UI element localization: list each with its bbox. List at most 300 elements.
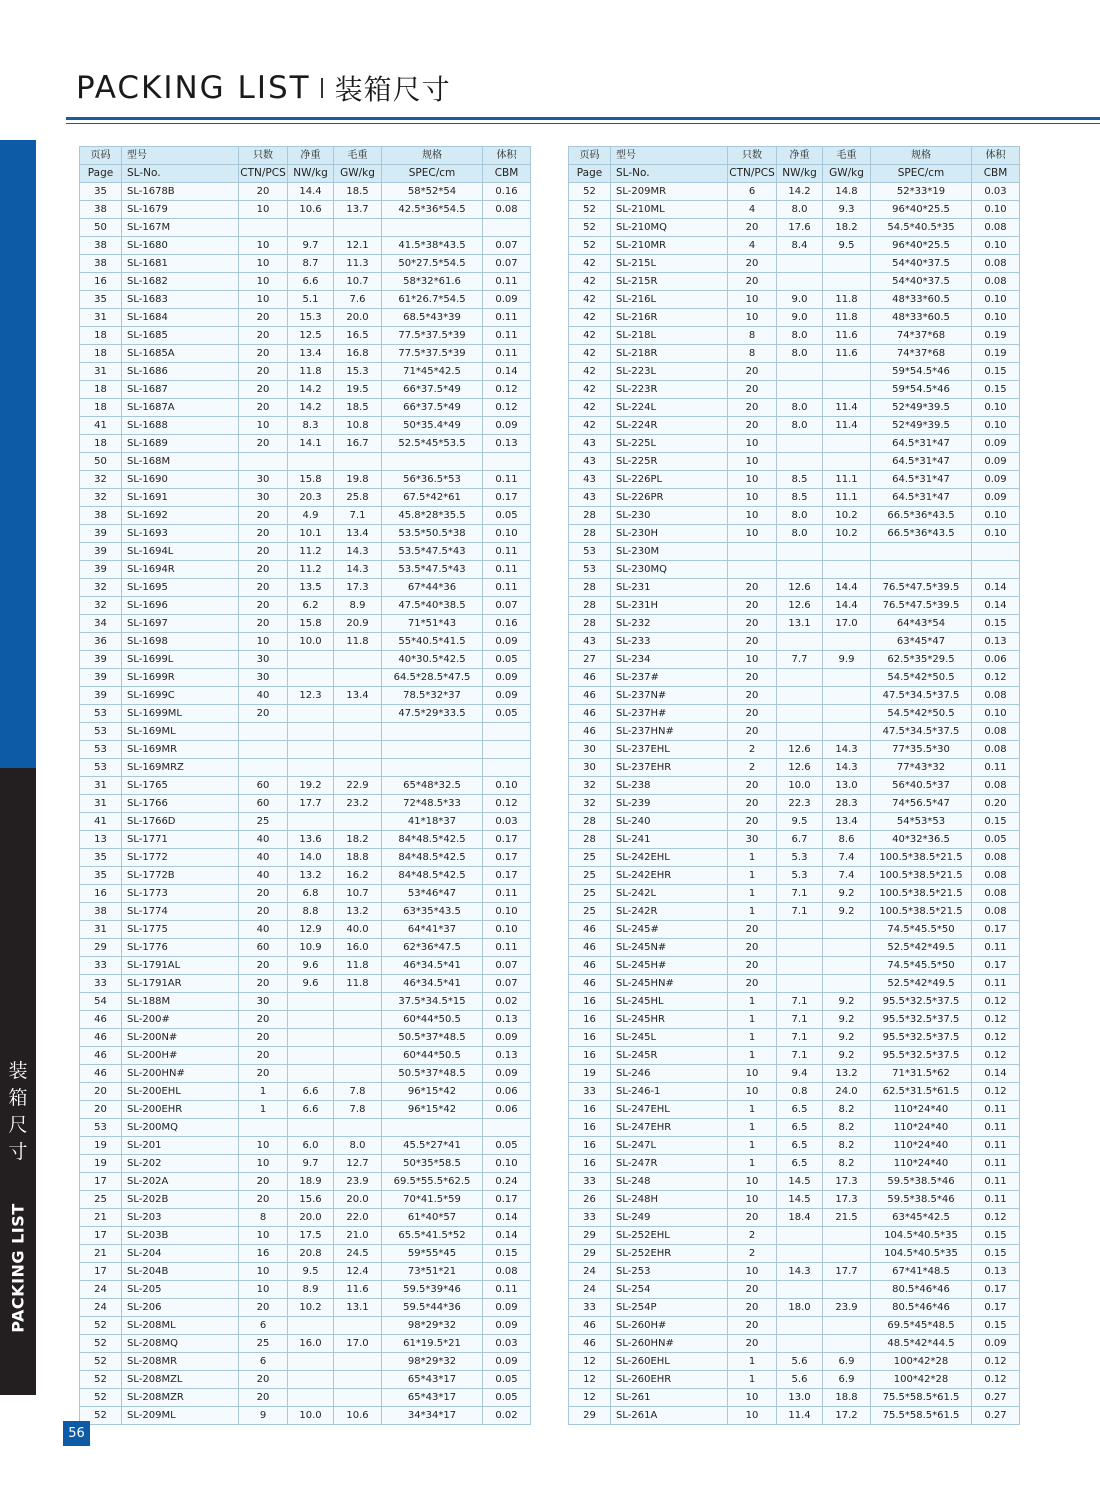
cell-spec: 104.5*40.5*35 — [871, 1227, 972, 1245]
cell-gw: 24.0 — [823, 1083, 871, 1101]
table-row — [80, 255, 531, 273]
cell-cbm: 0.11 — [483, 309, 531, 327]
cell-cbm: 0.08 — [972, 867, 1020, 885]
cell-spec: 66.5*36*43.5 — [871, 507, 972, 525]
cell-cbm — [483, 1119, 531, 1137]
cell-nw: 14.5 — [777, 1191, 823, 1209]
cell-ctn-pcs: 10 — [728, 651, 777, 669]
cell-cbm: 0.08 — [483, 201, 531, 219]
table-row — [569, 633, 1020, 651]
cell-ctn-pcs: 10 — [239, 273, 288, 291]
cell-gw — [334, 219, 382, 237]
cell-nw: 9.6 — [288, 975, 334, 993]
cell-ctn-pcs: 4 — [728, 201, 777, 219]
cell-spec: 66.5*36*43.5 — [871, 525, 972, 543]
cell-ctn-pcs: 20 — [728, 633, 777, 651]
table-row — [569, 237, 1020, 255]
cell-nw: 8.8 — [288, 903, 334, 921]
cell-spec: 110*24*40 — [871, 1155, 972, 1173]
cell-spec: 110*24*40 — [871, 1137, 972, 1155]
cell-nw: 10.6 — [288, 201, 334, 219]
cell-sl-no: SL-204B — [122, 1263, 239, 1281]
cell-gw: 13.4 — [334, 687, 382, 705]
cell-page: 28 — [569, 507, 611, 525]
table-row — [569, 507, 1020, 525]
cell-spec: 100*42*28 — [871, 1371, 972, 1389]
cell-spec: 63*45*47 — [871, 633, 972, 651]
table-row — [80, 201, 531, 219]
cell-nw: 14.2 — [288, 381, 334, 399]
cell-sl-no: SL-246 — [611, 1065, 728, 1083]
cell-spec: 74*37*68 — [871, 327, 972, 345]
cell-page: 18 — [80, 345, 122, 363]
cell-spec: 59.5*38.5*46 — [871, 1191, 972, 1209]
col-header-cbm: CBM — [483, 165, 531, 183]
cell-gw: 17.3 — [823, 1173, 871, 1191]
cell-gw: 9.2 — [823, 1029, 871, 1047]
cell-gw — [823, 1281, 871, 1299]
col-header-cbm-cn: 体积 — [972, 147, 1020, 165]
cell-cbm: 0.17 — [972, 1299, 1020, 1317]
col-header-spec: SPEC/cm — [382, 165, 483, 183]
table-row — [569, 849, 1020, 867]
cell-gw: 8.2 — [823, 1155, 871, 1173]
table-row — [80, 399, 531, 417]
cell-cbm: 0.05 — [483, 1137, 531, 1155]
cell-spec: 53.5*50.5*38 — [382, 525, 483, 543]
cell-gw — [334, 669, 382, 687]
table-row — [569, 1389, 1020, 1407]
cell-ctn-pcs: 40 — [239, 687, 288, 705]
header-row-cn — [80, 147, 531, 165]
cell-cbm: 0.15 — [972, 813, 1020, 831]
cell-page: 19 — [80, 1155, 122, 1173]
cell-spec: 96*40*25.5 — [871, 201, 972, 219]
cell-sl-no: SL-230M — [611, 543, 728, 561]
cell-sl-no: SL-1694R — [122, 561, 239, 579]
cell-cbm: 0.17 — [972, 957, 1020, 975]
cell-page: 52 — [80, 1317, 122, 1335]
cell-ctn-pcs: 1 — [728, 1353, 777, 1371]
cell-ctn-pcs: 1 — [239, 1101, 288, 1119]
cell-page: 43 — [569, 471, 611, 489]
cell-page: 30 — [569, 759, 611, 777]
cell-gw: 11.8 — [334, 633, 382, 651]
table-row — [569, 759, 1020, 777]
cell-cbm: 0.10 — [972, 417, 1020, 435]
cell-cbm: 0.09 — [483, 669, 531, 687]
cell-page: 42 — [569, 363, 611, 381]
cell-gw — [334, 705, 382, 723]
cell-gw: 11.1 — [823, 489, 871, 507]
cell-cbm: 0.07 — [483, 957, 531, 975]
table-row — [569, 1173, 1020, 1191]
cell-nw: 14.1 — [288, 435, 334, 453]
cell-sl-no: SL-1695 — [122, 579, 239, 597]
cell-cbm: 0.11 — [972, 1191, 1020, 1209]
cell-gw: 40.0 — [334, 921, 382, 939]
cell-sl-no: SL-1687A — [122, 399, 239, 417]
cell-ctn-pcs: 20 — [728, 273, 777, 291]
cell-gw: 8.9 — [334, 597, 382, 615]
cell-gw: 20.9 — [334, 615, 382, 633]
cell-cbm: 0.08 — [972, 687, 1020, 705]
cell-sl-no: SL-245HR — [611, 1011, 728, 1029]
col-header-page: Page — [80, 165, 122, 183]
cell-sl-no: SL-245N# — [611, 939, 728, 957]
table-row — [80, 1317, 531, 1335]
table-row — [569, 543, 1020, 561]
cell-nw: 15.8 — [288, 471, 334, 489]
cell-gw: 7.8 — [334, 1083, 382, 1101]
table-row — [80, 345, 531, 363]
cell-gw: 7.4 — [823, 867, 871, 885]
cell-nw: 10.0 — [288, 633, 334, 651]
cell-cbm: 0.17 — [972, 1281, 1020, 1299]
table-row — [80, 1065, 531, 1083]
cell-nw: 5.1 — [288, 291, 334, 309]
cell-sl-no: SL-253 — [611, 1263, 728, 1281]
cell-nw: 20.8 — [288, 1245, 334, 1263]
cell-page: 31 — [80, 777, 122, 795]
cell-gw: 20.0 — [334, 309, 382, 327]
table-row — [569, 1335, 1020, 1353]
table-row — [80, 1173, 531, 1191]
cell-page: 12 — [569, 1389, 611, 1407]
cell-gw: 22.0 — [334, 1209, 382, 1227]
cell-page: 16 — [569, 1101, 611, 1119]
cell-ctn-pcs: 20 — [239, 1011, 288, 1029]
cell-page: 46 — [569, 921, 611, 939]
cell-sl-no: SL-237# — [611, 669, 728, 687]
cell-sl-no: SL-1689 — [122, 435, 239, 453]
cell-gw: 10.2 — [823, 525, 871, 543]
cell-page: 35 — [80, 291, 122, 309]
cell-page: 52 — [80, 1407, 122, 1425]
cell-spec — [382, 723, 483, 741]
cell-spec: 47.5*40*38.5 — [382, 597, 483, 615]
cell-gw: 18.8 — [334, 849, 382, 867]
cell-cbm: 0.11 — [972, 975, 1020, 993]
cell-nw: 13.2 — [288, 867, 334, 885]
cell-page: 28 — [569, 579, 611, 597]
cell-nw — [777, 705, 823, 723]
cell-page: 38 — [80, 255, 122, 273]
cell-sl-no: SL-231H — [611, 597, 728, 615]
header-row-en — [569, 165, 1020, 183]
cell-ctn-pcs: 10 — [239, 417, 288, 435]
cell-spec: 50.5*37*48.5 — [382, 1065, 483, 1083]
cell-ctn-pcs: 10 — [239, 237, 288, 255]
cell-gw: 6.9 — [823, 1353, 871, 1371]
cell-sl-no: SL-224L — [611, 399, 728, 417]
cell-page: 52 — [80, 1389, 122, 1407]
cell-sl-no: SL-1773 — [122, 885, 239, 903]
table-row — [80, 615, 531, 633]
cell-spec: 62*36*47.5 — [382, 939, 483, 957]
cell-ctn-pcs: 1 — [728, 867, 777, 885]
cell-nw — [777, 939, 823, 957]
cell-spec: 52*49*39.5 — [871, 399, 972, 417]
cell-cbm: 0.13 — [483, 1047, 531, 1065]
cell-ctn-pcs: 10 — [728, 1173, 777, 1191]
cell-spec: 64.5*31*47 — [871, 471, 972, 489]
cell-spec: 104.5*40.5*35 — [871, 1245, 972, 1263]
cell-sl-no: SL-260EHR — [611, 1371, 728, 1389]
cell-gw: 13.0 — [823, 777, 871, 795]
table-row — [569, 1011, 1020, 1029]
cell-nw: 5.6 — [777, 1353, 823, 1371]
table-row — [569, 1263, 1020, 1281]
cell-gw: 17.7 — [823, 1263, 871, 1281]
cell-spec: 70*41.5*59 — [382, 1191, 483, 1209]
cell-nw: 18.4 — [777, 1209, 823, 1227]
cell-nw: 5.3 — [777, 867, 823, 885]
cell-nw: 7.1 — [777, 885, 823, 903]
cell-ctn-pcs: 20 — [239, 507, 288, 525]
cell-ctn-pcs: 20 — [728, 363, 777, 381]
cell-nw: 15.3 — [288, 309, 334, 327]
cell-gw: 12.4 — [334, 1263, 382, 1281]
cell-nw: 13.6 — [288, 831, 334, 849]
cell-gw: 12.7 — [334, 1155, 382, 1173]
cell-spec: 76.5*47.5*39.5 — [871, 579, 972, 597]
cell-gw: 16.7 — [334, 435, 382, 453]
cell-spec: 52*33*19 — [871, 183, 972, 201]
cell-page: 17 — [80, 1227, 122, 1245]
cell-ctn-pcs: 20 — [239, 705, 288, 723]
cell-cbm: 0.05 — [483, 507, 531, 525]
table-row — [569, 741, 1020, 759]
cell-nw: 14.2 — [777, 183, 823, 201]
table-row — [569, 579, 1020, 597]
cell-gw: 17.0 — [334, 1335, 382, 1353]
cell-gw — [823, 1335, 871, 1353]
cell-nw — [777, 1227, 823, 1245]
cell-nw: 6.6 — [288, 273, 334, 291]
cell-ctn-pcs: 10 — [728, 1083, 777, 1101]
cell-ctn-pcs: 20 — [239, 561, 288, 579]
table-row — [80, 1389, 531, 1407]
cell-gw: 18.2 — [823, 219, 871, 237]
col-header-qty-cn: 只数 — [239, 147, 288, 165]
cell-nw: 7.1 — [777, 1047, 823, 1065]
cell-spec: 63*45*42.5 — [871, 1209, 972, 1227]
cell-page: 24 — [80, 1299, 122, 1317]
cell-sl-no: SL-1686 — [122, 363, 239, 381]
cell-sl-no: SL-202B — [122, 1191, 239, 1209]
cell-nw: 6.5 — [777, 1119, 823, 1137]
table-row — [569, 939, 1020, 957]
cell-cbm: 0.11 — [483, 345, 531, 363]
table-row — [80, 1209, 531, 1227]
cell-gw — [823, 363, 871, 381]
cell-cbm: 0.09 — [483, 417, 531, 435]
col-header-qty-cn: 只数 — [728, 147, 777, 165]
cell-cbm — [972, 561, 1020, 579]
cell-nw: 12.9 — [288, 921, 334, 939]
cell-spec: 52.5*45*53.5 — [382, 435, 483, 453]
cell-cbm: 0.13 — [972, 1263, 1020, 1281]
table-row — [80, 849, 531, 867]
cell-cbm: 0.13 — [483, 1011, 531, 1029]
cell-ctn-pcs: 2 — [728, 1227, 777, 1245]
cell-ctn-pcs: 20 — [239, 1371, 288, 1389]
cell-nw — [777, 273, 823, 291]
header-rule-thick — [66, 117, 1100, 120]
cell-spec — [382, 759, 483, 777]
cell-cbm: 0.11 — [483, 561, 531, 579]
cell-ctn-pcs: 20 — [239, 309, 288, 327]
cell-ctn-pcs: 8 — [728, 327, 777, 345]
cell-ctn-pcs: 20 — [239, 579, 288, 597]
cell-spec — [871, 561, 972, 579]
cell-page: 28 — [569, 813, 611, 831]
cell-page: 42 — [569, 291, 611, 309]
cell-gw: 23.9 — [823, 1299, 871, 1317]
cell-cbm: 0.17 — [483, 867, 531, 885]
cell-gw — [334, 651, 382, 669]
cell-gw — [823, 435, 871, 453]
cell-gw — [823, 543, 871, 561]
cell-gw: 9.3 — [823, 201, 871, 219]
table-row — [80, 1083, 531, 1101]
cell-gw: 11.8 — [823, 291, 871, 309]
cell-cbm: 0.13 — [483, 435, 531, 453]
cell-spec: 71*31.5*62 — [871, 1065, 972, 1083]
cell-sl-no: SL-245L — [611, 1029, 728, 1047]
cell-cbm: 0.10 — [483, 777, 531, 795]
cell-spec: 50*35.4*49 — [382, 417, 483, 435]
cell-ctn-pcs: 1 — [728, 1155, 777, 1173]
cell-page: 16 — [80, 273, 122, 291]
cell-gw: 11.3 — [334, 255, 382, 273]
cell-nw: 17.7 — [288, 795, 334, 813]
cell-gw: 23.9 — [334, 1173, 382, 1191]
cell-gw: 9.5 — [823, 237, 871, 255]
cell-gw: 24.5 — [334, 1245, 382, 1263]
cell-page: 46 — [569, 957, 611, 975]
col-header-cbm-cn: 体积 — [483, 147, 531, 165]
cell-cbm: 0.11 — [972, 759, 1020, 777]
cell-spec: 59*54.5*46 — [871, 381, 972, 399]
table-row — [569, 435, 1020, 453]
cell-sl-no: SL-230 — [611, 507, 728, 525]
table-row — [569, 327, 1020, 345]
cell-page: 54 — [80, 993, 122, 1011]
cell-sl-no: SL-1692 — [122, 507, 239, 525]
cell-page: 16 — [569, 1047, 611, 1065]
cell-sl-no: SL-230MQ — [611, 561, 728, 579]
cell-cbm: 0.12 — [483, 795, 531, 813]
cell-spec: 61*26.7*54.5 — [382, 291, 483, 309]
cell-sl-no: SL-188M — [122, 993, 239, 1011]
cell-cbm: 0.09 — [483, 1299, 531, 1317]
table-row — [569, 453, 1020, 471]
cell-cbm: 0.13 — [972, 633, 1020, 651]
cell-page: 19 — [569, 1065, 611, 1083]
cell-ctn-pcs: 30 — [239, 471, 288, 489]
cell-spec: 41.5*38*43.5 — [382, 237, 483, 255]
cell-cbm: 0.17 — [972, 921, 1020, 939]
cell-gw: 14.3 — [823, 741, 871, 759]
cell-ctn-pcs: 40 — [239, 831, 288, 849]
cell-ctn-pcs: 60 — [239, 795, 288, 813]
cell-page: 42 — [569, 399, 611, 417]
cell-ctn-pcs: 6 — [239, 1353, 288, 1371]
cell-sl-no: SL-1772B — [122, 867, 239, 885]
cell-cbm: 0.02 — [483, 993, 531, 1011]
cell-spec: 100.5*38.5*21.5 — [871, 903, 972, 921]
cell-sl-no: SL-245H# — [611, 957, 728, 975]
cell-spec: 53.5*47.5*43 — [382, 543, 483, 561]
cell-gw — [823, 453, 871, 471]
cell-spec: 54*40*37.5 — [871, 273, 972, 291]
cell-ctn-pcs: 1 — [728, 993, 777, 1011]
cell-page: 21 — [80, 1209, 122, 1227]
cell-sl-no: SL-200# — [122, 1011, 239, 1029]
cell-nw: 12.3 — [288, 687, 334, 705]
cell-ctn-pcs: 20 — [239, 1047, 288, 1065]
cell-sl-no: SL-233 — [611, 633, 728, 651]
cell-page: 24 — [569, 1263, 611, 1281]
cell-ctn-pcs: 20 — [239, 525, 288, 543]
cell-ctn-pcs — [728, 543, 777, 561]
cell-ctn-pcs: 20 — [728, 1281, 777, 1299]
col-header-gw-cn: 毛重 — [823, 147, 871, 165]
cell-spec: 46*34.5*41 — [382, 957, 483, 975]
cell-page: 21 — [80, 1245, 122, 1263]
cell-gw: 11.8 — [823, 309, 871, 327]
cell-cbm: 0.15 — [483, 1245, 531, 1263]
table-row — [569, 1317, 1020, 1335]
page-title-cn: 装箱尺寸 — [334, 73, 451, 106]
cell-spec: 67.5*42*61 — [382, 489, 483, 507]
cell-spec: 68.5*43*39 — [382, 309, 483, 327]
cell-nw: 6.0 — [288, 1137, 334, 1155]
cell-nw: 14.4 — [288, 183, 334, 201]
cell-sl-no: SL-1687 — [122, 381, 239, 399]
cell-page: 53 — [80, 759, 122, 777]
cell-spec: 40*30.5*42.5 — [382, 651, 483, 669]
cell-spec: 71*51*43 — [382, 615, 483, 633]
cell-gw: 8.2 — [823, 1137, 871, 1155]
table-row — [569, 183, 1020, 201]
cell-nw — [288, 669, 334, 687]
cell-nw: 12.6 — [777, 759, 823, 777]
cell-cbm: 0.15 — [972, 363, 1020, 381]
cell-nw: 13.4 — [288, 345, 334, 363]
cell-page: 16 — [569, 1155, 611, 1173]
cell-ctn-pcs: 20 — [728, 1317, 777, 1335]
cell-gw — [823, 633, 871, 651]
cell-spec: 54.5*40.5*35 — [871, 219, 972, 237]
cell-page: 52 — [80, 1335, 122, 1353]
cell-ctn-pcs: 1 — [728, 849, 777, 867]
cell-spec: 45.8*28*35.5 — [382, 507, 483, 525]
cell-nw: 7.1 — [777, 1011, 823, 1029]
cell-cbm: 0.12 — [972, 1371, 1020, 1389]
cell-cbm: 0.12 — [972, 1209, 1020, 1227]
cell-page: 18 — [80, 381, 122, 399]
cell-cbm: 0.06 — [483, 1101, 531, 1119]
cell-spec: 95.5*32.5*37.5 — [871, 993, 972, 1011]
cell-page: 16 — [569, 1137, 611, 1155]
cell-sl-no: SL-1685 — [122, 327, 239, 345]
table-row — [80, 1371, 531, 1389]
cell-cbm — [972, 543, 1020, 561]
cell-gw: 9.2 — [823, 885, 871, 903]
